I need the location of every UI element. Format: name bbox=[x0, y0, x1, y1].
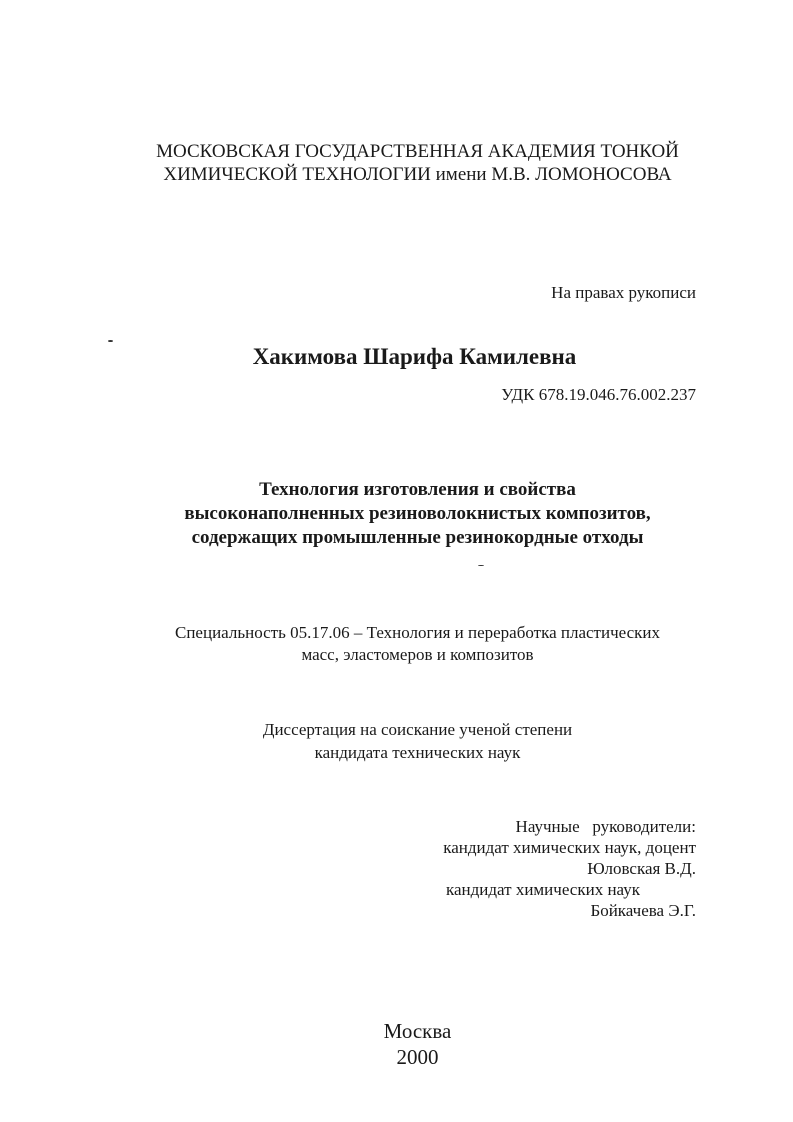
supervisor-2-name: Бойкачева Э.Г. bbox=[590, 901, 696, 920]
scan-speck bbox=[108, 340, 113, 342]
author-name-block bbox=[0, 344, 793, 370]
supervisor-1-name: Юловская В.Д. bbox=[587, 859, 696, 878]
supervisors-block bbox=[443, 816, 696, 921]
specialty-line-1: Специальность 05.17.06 – Технология и переработка пластических bbox=[174, 623, 660, 642]
udk-code: УДК 678.19.046.76.002.237 bbox=[501, 385, 696, 404]
specialty bbox=[0, 622, 793, 666]
degree-line-1: Диссертация на соискание ученой степени bbox=[262, 720, 573, 739]
dissertation-title bbox=[0, 478, 793, 550]
title-line-2: высоконаполненных резиноволокнистых композитов, bbox=[184, 503, 651, 524]
supervisor-1-degree: кандидат химических наук, доцент bbox=[443, 838, 696, 857]
scan-speck bbox=[478, 565, 484, 566]
manuscript-rights-note: На правах рукописи bbox=[551, 283, 696, 302]
dissertation-degree bbox=[0, 718, 793, 764]
city: Москва bbox=[383, 1019, 452, 1043]
title-line-1: Технология изготовления и свойства bbox=[259, 479, 576, 500]
institution-line-2: ХИМИЧЕСКОЙ ТЕХНОЛОГИИ имени М.В. ЛОМОНОСОВА bbox=[163, 164, 672, 185]
supervisors-heading: Научные руководители: bbox=[515, 817, 696, 836]
degree-line-2: кандидата технических наук bbox=[314, 743, 521, 762]
specialty-line-2: масс, эластомеров и композитов bbox=[301, 645, 534, 664]
author-name: Хакимова Шарифа Камилевна bbox=[252, 344, 577, 369]
city-year bbox=[0, 1018, 793, 1070]
institution-line-1: МОСКОВСКАЯ ГОСУДАРСТВЕННАЯ АКАДЕМИЯ ТОНКОЙ bbox=[156, 141, 679, 162]
year: 2000 bbox=[396, 1045, 439, 1069]
institution-name bbox=[0, 140, 793, 186]
title-line-3: содержащих промышленные резинокордные отходы bbox=[191, 527, 644, 548]
supervisor-2-degree: кандидат химических наук bbox=[446, 880, 640, 899]
